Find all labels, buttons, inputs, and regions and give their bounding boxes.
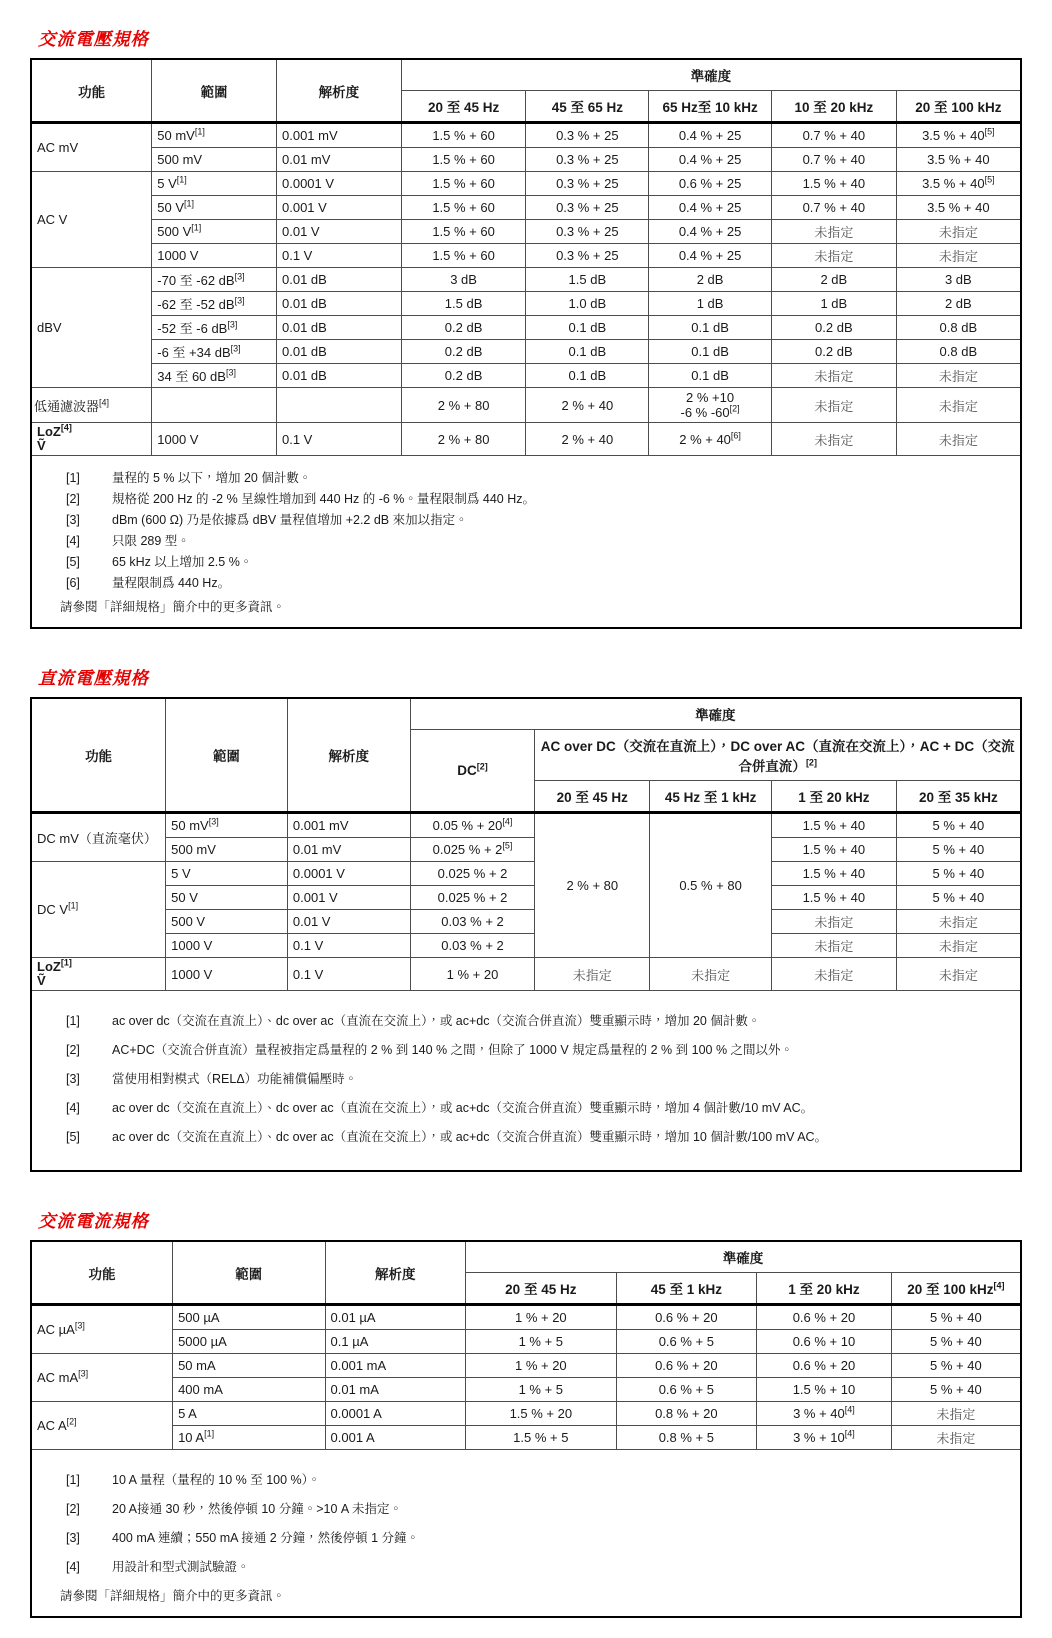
table-row	[31, 244, 1021, 268]
accuracy-cell: 0.7 % + 40	[771, 196, 896, 220]
col-header-frequency-band: 20 至 35 kHz	[896, 781, 1021, 813]
accuracy-cell: 5 % + 40	[896, 862, 1021, 886]
accuracy-cell: 2 dB	[771, 268, 896, 292]
table-row	[31, 423, 1021, 456]
footnotes-row	[31, 991, 1021, 1172]
accuracy-cell: 0.5 % + 80	[650, 813, 772, 958]
range-cell: 5 A	[173, 1402, 325, 1426]
resolution-cell: 0.001 A	[325, 1426, 466, 1450]
accuracy-cell: 0.1 dB	[526, 316, 649, 340]
accuracy-cell: 3.5 % + 40	[896, 196, 1021, 220]
col-header-frequency-band: 45 Hz 至 1 kHz	[650, 781, 772, 813]
range-cell: 10 A[1]	[173, 1426, 325, 1450]
resolution-cell: 0.01 dB	[277, 292, 402, 316]
table-row	[31, 1305, 1021, 1330]
range-cell: -52 至 -6 dB[3]	[152, 316, 277, 340]
accuracy-cell: 0.3 % + 25	[526, 196, 649, 220]
table-row	[31, 886, 1021, 910]
table-row	[31, 1354, 1021, 1378]
accuracy-cell: 0.6 % + 20	[757, 1354, 892, 1378]
table-row	[31, 838, 1021, 862]
accuracy-cell: 2 % + 40[6]	[649, 423, 772, 456]
range-cell: 5 V	[166, 862, 288, 886]
footnote: [5] ac over dc（交流在直流上）、dc over ac（直流在交流上），或 ac+dc（交流合併直流）雙重顯示時，增加 10 個計數/100 mV AC。	[66, 1130, 828, 1144]
range-cell: 50 V[1]	[152, 196, 277, 220]
range-cell: 1000 V	[166, 934, 288, 958]
dc-voltage-table	[30, 697, 1022, 1172]
resolution-cell: 0.001 mV	[277, 123, 402, 148]
accuracy-cell: 1.5 % + 40	[771, 172, 896, 196]
accuracy-cell: 5 % + 40	[896, 813, 1021, 838]
range-cell: -62 至 -52 dB[3]	[152, 292, 277, 316]
accuracy-cell: 5 % + 40	[891, 1354, 1021, 1378]
accuracy-cell: 0.8 dB	[896, 316, 1021, 340]
range-cell: 500 µA	[173, 1305, 325, 1330]
range-cell: 500 V[1]	[152, 220, 277, 244]
accuracy-cell: 0.025 % + 2[5]	[410, 838, 535, 862]
accuracy-cell: 2 dB	[896, 292, 1021, 316]
accuracy-cell: 未指定	[891, 1402, 1021, 1426]
range-cell: 400 mA	[173, 1378, 325, 1402]
accuracy-cell: 0.2 dB	[771, 316, 896, 340]
function-cell: AC mA[3]	[31, 1354, 173, 1402]
range-cell: 50 V	[166, 886, 288, 910]
accuracy-cell: 0.6 % + 5	[616, 1378, 757, 1402]
accuracy-cell: 3.5 % + 40	[896, 148, 1021, 172]
accuracy-cell: 1.5 % + 60	[401, 123, 526, 148]
ac-voltage-table	[30, 58, 1022, 629]
table-row	[31, 316, 1021, 340]
table-row	[31, 1426, 1021, 1450]
accuracy-cell: 1 % + 5	[466, 1330, 616, 1354]
table-row	[31, 958, 1021, 991]
table-row	[31, 292, 1021, 316]
range-cell: 1000 V	[152, 423, 277, 456]
resolution-cell: 0.01 V	[277, 220, 402, 244]
col-header-frequency-band: 45 至 1 kHz	[616, 1273, 757, 1305]
col-header-frequency-band: 20 至 100 kHz	[896, 91, 1021, 123]
col-header-function: 功能	[31, 698, 166, 813]
table-row	[31, 813, 1021, 838]
range-cell: 500 V	[166, 910, 288, 934]
accuracy-cell: 未指定	[771, 934, 896, 958]
range-cell: 34 至 60 dB[3]	[152, 364, 277, 388]
accuracy-cell: 未指定	[896, 364, 1021, 388]
resolution-cell: 0.01 µA	[325, 1305, 466, 1330]
table-row	[31, 934, 1021, 958]
accuracy-cell: 0.7 % + 40	[771, 148, 896, 172]
col-header-frequency-band: 20 至 45 Hz	[401, 91, 526, 123]
range-cell	[152, 388, 277, 423]
function-cell: 低通濾波器[4]	[31, 388, 152, 423]
accuracy-cell: 0.8 dB	[896, 340, 1021, 364]
accuracy-cell: 0.025 % + 2	[410, 886, 535, 910]
function-cell: DC V[1]	[31, 862, 166, 958]
resolution-cell: 0.0001 V	[287, 862, 410, 886]
accuracy-cell: 1.5 % + 60	[401, 148, 526, 172]
table-row	[31, 196, 1021, 220]
table-row	[31, 364, 1021, 388]
accuracy-cell: 1.5 % + 10	[757, 1378, 892, 1402]
accuracy-cell: 0.6 % + 25	[649, 172, 772, 196]
accuracy-cell: 0.4 % + 25	[649, 196, 772, 220]
accuracy-cell: 0.6 % + 5	[616, 1330, 757, 1354]
accuracy-cell: 0.6 % + 20	[757, 1305, 892, 1330]
accuracy-cell: 1.5 % + 60	[401, 196, 526, 220]
accuracy-cell: 0.8 % + 5	[616, 1426, 757, 1450]
col-header-frequency-band: 20 至 45 Hz	[535, 781, 650, 813]
accuracy-cell: 未指定	[896, 220, 1021, 244]
accuracy-cell: 未指定	[771, 423, 896, 456]
table-row	[31, 220, 1021, 244]
footnote: [6] 量程限制爲 440 Hz。	[66, 576, 231, 590]
col-header-frequency-band: 1 至 20 kHz	[757, 1273, 892, 1305]
accuracy-cell: 1 dB	[649, 292, 772, 316]
footnotes-cell	[31, 1450, 1021, 1618]
accuracy-cell: 1.5 dB	[526, 268, 649, 292]
accuracy-cell: 5 % + 40	[891, 1378, 1021, 1402]
accuracy-cell: 1 % + 20	[410, 958, 535, 991]
table-row	[31, 1330, 1021, 1354]
accuracy-cell: 0.03 % + 2	[410, 934, 535, 958]
accuracy-cell: 1.5 % + 60	[401, 244, 526, 268]
accuracy-cell: 未指定	[771, 244, 896, 268]
function-cell: dBV	[31, 268, 152, 388]
accuracy-cell: 0.3 % + 25	[526, 220, 649, 244]
range-cell: 5000 µA	[173, 1330, 325, 1354]
resolution-cell: 0.1 µA	[325, 1330, 466, 1354]
section-title-dc-voltage: 直流電壓規格	[38, 668, 149, 688]
accuracy-cell: 未指定	[896, 423, 1021, 456]
col-header-frequency-band: 45 至 65 Hz	[526, 91, 649, 123]
accuracy-cell: 2 % + 80	[535, 813, 650, 958]
function-cell-loz: LoZ[4] Ṽ	[31, 423, 152, 456]
accuracy-cell: 未指定	[896, 958, 1021, 991]
table-row	[31, 268, 1021, 292]
col-header-accuracy: 準確度	[466, 1241, 1021, 1273]
footnotes-row	[31, 1450, 1021, 1618]
accuracy-cell: 0.1 dB	[526, 364, 649, 388]
function-cell-loz: LoZ[1] Ṽ	[31, 958, 166, 991]
function-cell: DC mV（直流毫伏）	[31, 813, 166, 862]
footnote: [4] 用設計和型式測試驗證。	[66, 1560, 250, 1574]
col-header-range: 範圍	[166, 698, 288, 813]
accuracy-cell: 0.1 dB	[526, 340, 649, 364]
footnote: [1] 10 A 量程（量程的 10 % 至 100 %）。	[66, 1473, 321, 1487]
table-row	[31, 388, 1021, 423]
resolution-cell: 0.1 V	[287, 934, 410, 958]
accuracy-cell: 0.8 % + 20	[616, 1402, 757, 1426]
accuracy-cell: 3.5 % + 40[5]	[896, 123, 1021, 148]
accuracy-cell: 3 % + 10[4]	[757, 1426, 892, 1450]
resolution-cell: 0.01 dB	[277, 316, 402, 340]
col-header-frequency-band: 65 Hz至 10 kHz	[649, 91, 772, 123]
resolution-cell: 0.0001 A	[325, 1402, 466, 1426]
resolution-cell: 0.01 dB	[277, 268, 402, 292]
accuracy-cell: 未指定	[771, 220, 896, 244]
accuracy-cell: 0.6 % + 10	[757, 1330, 892, 1354]
accuracy-cell: 1.5 % + 60	[401, 220, 526, 244]
accuracy-cell: 0.1 dB	[649, 364, 772, 388]
resolution-cell: 0.01 mV	[287, 838, 410, 862]
accuracy-cell: 1.5 % + 60	[401, 172, 526, 196]
accuracy-cell: 1.5 % + 40	[771, 862, 896, 886]
range-cell: 50 mV[1]	[152, 123, 277, 148]
accuracy-cell: 2 % + 80	[401, 423, 526, 456]
resolution-cell: 0.1 V	[287, 958, 410, 991]
function-cell: AC V	[31, 172, 152, 268]
col-header-resolution: 解析度	[277, 59, 402, 123]
accuracy-cell: 2 % + 40	[526, 388, 649, 423]
range-cell: -70 至 -62 dB[3]	[152, 268, 277, 292]
resolution-cell: 0.01 mV	[277, 148, 402, 172]
footnote: [4] 只限 289 型。	[66, 534, 190, 548]
accuracy-cell: 0.2 dB	[401, 340, 526, 364]
resolution-cell: 0.001 V	[287, 886, 410, 910]
accuracy-cell: 0.1 dB	[649, 340, 772, 364]
col-header-dc: DC[2]	[410, 730, 535, 813]
accuracy-cell: 3 % + 40[4]	[757, 1402, 892, 1426]
accuracy-cell: 0.7 % + 40	[771, 123, 896, 148]
accuracy-cell: 2 % + 80	[401, 388, 526, 423]
resolution-cell: 0.001 mA	[325, 1354, 466, 1378]
table-row	[31, 148, 1021, 172]
col-header-frequency-band: 20 至 100 kHz[4]	[891, 1273, 1021, 1305]
accuracy-cell: 未指定	[771, 910, 896, 934]
ac-current-table	[30, 1240, 1022, 1618]
accuracy-cell: 3 dB	[401, 268, 526, 292]
footnote: [1] ac over dc（交流在直流上）、dc over ac（直流在交流上），或 ac+dc（交流合併直流）雙重顯示時，增加 20 個計數。	[66, 1014, 761, 1028]
range-cell: 5 V[1]	[152, 172, 277, 196]
accuracy-cell: 0.4 % + 25	[649, 123, 772, 148]
accuracy-cell: 1 % + 20	[466, 1354, 616, 1378]
accuracy-cell: 0.2 dB	[401, 316, 526, 340]
range-cell: 500 mV	[166, 838, 288, 862]
footnotes-row	[31, 456, 1021, 629]
accuracy-cell: 0.6 % + 20	[616, 1305, 757, 1330]
accuracy-cell: 1.5 % + 40	[771, 838, 896, 862]
resolution-cell: 0.0001 V	[277, 172, 402, 196]
accuracy-cell: 5 % + 40	[891, 1305, 1021, 1330]
accuracy-cell: 0.05 % + 20[4]	[410, 813, 535, 838]
accuracy-cell: 未指定	[896, 910, 1021, 934]
accuracy-cell: 未指定	[891, 1426, 1021, 1450]
accuracy-cell: 0.3 % + 25	[526, 172, 649, 196]
table-row	[31, 123, 1021, 148]
table-row	[31, 1402, 1021, 1426]
function-cell: AC mV	[31, 123, 152, 172]
section-title-ac-current: 交流電流規格	[38, 1211, 149, 1231]
table-row	[31, 1378, 1021, 1402]
ac-voltage-section	[30, 26, 1022, 629]
accuracy-cell: 0.03 % + 2	[410, 910, 535, 934]
ac-current-section	[30, 1208, 1022, 1618]
accuracy-cell: 0.6 % + 20	[616, 1354, 757, 1378]
accuracy-cell: 1.0 dB	[526, 292, 649, 316]
accuracy-cell: 0.4 % + 25	[649, 148, 772, 172]
accuracy-cell: 5 % + 40	[896, 886, 1021, 910]
accuracy-cell: 1.5 % + 5	[466, 1426, 616, 1450]
footnote: [5] 65 kHz 以上增加 2.5 %。	[66, 555, 253, 569]
accuracy-cell: 0.4 % + 25	[649, 220, 772, 244]
accuracy-cell: 5 % + 40	[896, 838, 1021, 862]
footnotes-cell	[31, 991, 1021, 1172]
footnote-note: 請參閱「詳細規格」簡介中的更多資訊。	[60, 600, 286, 614]
resolution-cell: 0.1 V	[277, 423, 402, 456]
accuracy-cell: 0.3 % + 25	[526, 148, 649, 172]
accuracy-cell: 1 dB	[771, 292, 896, 316]
table-row	[31, 910, 1021, 934]
accuracy-cell: 0.025 % + 2	[410, 862, 535, 886]
table-row	[31, 340, 1021, 364]
resolution-cell: 0.01 V	[287, 910, 410, 934]
function-cell: AC A[2]	[31, 1402, 173, 1450]
accuracy-cell: 未指定	[650, 958, 772, 991]
resolution-cell	[277, 388, 402, 423]
resolution-cell: 0.01 dB	[277, 340, 402, 364]
accuracy-cell: 未指定	[771, 364, 896, 388]
resolution-cell: 0.01 mA	[325, 1378, 466, 1402]
accuracy-cell: 2 dB	[649, 268, 772, 292]
footnote: [4] ac over dc（交流在直流上）、dc over ac（直流在交流上），或 ac+dc（交流合併直流）雙重顯示時，增加 4 個計數/10 mV AC。	[66, 1101, 814, 1115]
accuracy-cell: 0.2 dB	[401, 364, 526, 388]
col-header-function: 功能	[31, 1241, 173, 1305]
range-cell: 1000 V	[152, 244, 277, 268]
footnotes-cell	[31, 456, 1021, 629]
col-header-function: 功能	[31, 59, 152, 123]
range-cell: 50 mV[3]	[166, 813, 288, 838]
function-cell: AC µA[3]	[31, 1305, 173, 1354]
footnote: [1] 量程的 5 % 以下，增加 20 個計數。	[66, 471, 312, 485]
resolution-cell: 0.001 mV	[287, 813, 410, 838]
footnote: [2] 20 A接通 30 秒，然後停頓 10 分鐘。>10 A 未指定。	[66, 1502, 403, 1516]
accuracy-cell: 3.5 % + 40[5]	[896, 172, 1021, 196]
accuracy-cell: 1 % + 20	[466, 1305, 616, 1330]
col-header-frequency-band: 10 至 20 kHz	[771, 91, 896, 123]
accuracy-cell: 1.5 % + 40	[771, 813, 896, 838]
accuracy-cell: 0.3 % + 25	[526, 244, 649, 268]
footnote-note: 請參閱「詳細規格」簡介中的更多資訊。	[60, 1589, 286, 1603]
dc-voltage-section	[30, 665, 1022, 1172]
col-header-accuracy: 準確度	[410, 698, 1021, 730]
col-header-frequency-band: 1 至 20 kHz	[771, 781, 896, 813]
accuracy-cell: 1.5 dB	[401, 292, 526, 316]
accuracy-cell: 0.3 % + 25	[526, 123, 649, 148]
range-cell: -6 至 +34 dB[3]	[152, 340, 277, 364]
accuracy-cell: 2 % +10 -6 % -60[2]	[649, 388, 772, 423]
accuracy-cell: 0.2 dB	[771, 340, 896, 364]
accuracy-cell: 未指定	[896, 244, 1021, 268]
col-header-resolution: 解析度	[325, 1241, 466, 1305]
accuracy-cell: 未指定	[896, 388, 1021, 423]
accuracy-cell: 2 % + 40	[526, 423, 649, 456]
accuracy-cell: 3 dB	[896, 268, 1021, 292]
table-row	[31, 172, 1021, 196]
footnote: [2] AC+DC（交流合併直流）量程被指定爲量程的 2 % 到 140 % 之間，但除了 1000 V 規定爲量程的 2 % 到 100 % 之間以外。	[66, 1043, 794, 1057]
footnote: [3] dBm (600 Ω) 乃是依據爲 dBV 量程值增加 +2.2 dB 來加以指定。	[66, 513, 468, 527]
accuracy-cell: 5 % + 40	[891, 1330, 1021, 1354]
col-header-resolution: 解析度	[287, 698, 410, 813]
col-header-range: 範圍	[152, 59, 277, 123]
accuracy-cell: 1 % + 5	[466, 1378, 616, 1402]
table-row	[31, 862, 1021, 886]
footnote: [3] 400 mA 連續；550 mA 接通 2 分鐘，然後停頓 1 分鐘。	[66, 1531, 420, 1545]
accuracy-cell: 未指定	[896, 934, 1021, 958]
resolution-cell: 0.1 V	[277, 244, 402, 268]
col-header-range: 範圍	[173, 1241, 325, 1305]
col-header-ac-over-dc-group: AC over DC（交流在直流上），DC over AC（直流在交流上），AC + DC（交流合併直流）[2]	[535, 730, 1021, 781]
range-cell: 1000 V	[166, 958, 288, 991]
footnote: [2] 規格從 200 Hz 的 -2 % 呈線性增加到 440 Hz 的 -6 %。量程限制爲 440 Hz。	[66, 492, 536, 506]
accuracy-cell: 0.1 dB	[649, 316, 772, 340]
accuracy-cell: 0.4 % + 25	[649, 244, 772, 268]
section-title-ac-voltage: 交流電壓規格	[38, 29, 149, 49]
resolution-cell: 0.01 dB	[277, 364, 402, 388]
accuracy-cell: 1.5 % + 40	[771, 886, 896, 910]
col-header-frequency-band: 20 至 45 Hz	[466, 1273, 616, 1305]
accuracy-cell: 未指定	[771, 958, 896, 991]
range-cell: 500 mV	[152, 148, 277, 172]
footnote: [3] 當使用相對模式（RELΔ）功能補償偏壓時。	[66, 1072, 358, 1086]
col-header-accuracy: 準確度	[401, 59, 1021, 91]
accuracy-cell: 未指定	[535, 958, 650, 991]
range-cell: 50 mA	[173, 1354, 325, 1378]
resolution-cell: 0.001 V	[277, 196, 402, 220]
accuracy-cell: 1.5 % + 20	[466, 1402, 616, 1426]
accuracy-cell: 未指定	[771, 388, 896, 423]
